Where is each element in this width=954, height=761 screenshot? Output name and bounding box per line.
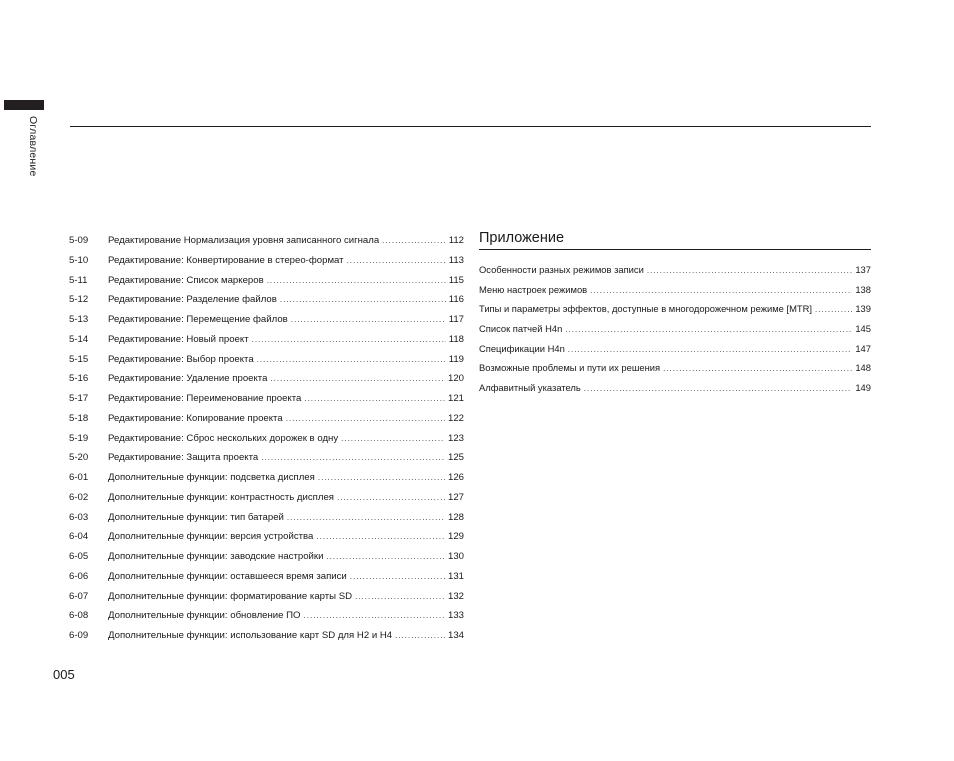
toc-entry[interactable] (69, 547, 464, 567)
toc-entry[interactable] (479, 299, 871, 319)
toc-entry-title: Дополнительные функции: заводские настройки (108, 551, 324, 562)
toc-entry[interactable] (69, 271, 464, 291)
toc-entry-number: 6-08 (69, 610, 89, 622)
toc-entry[interactable] (479, 319, 871, 339)
toc-entry[interactable] (69, 350, 464, 370)
toc-entry[interactable] (69, 369, 464, 389)
toc-entry-title: Типы и параметры эффектов, доступные в многодорожечном режиме [MTR] (479, 303, 812, 315)
toc-entry-page: 112 (448, 235, 464, 246)
toc-entry-title: Дополнительные функции: контрастность дисплея (108, 491, 334, 503)
toc-entry-number: 5-10 (69, 254, 89, 266)
toc-entry-title: Редактирование: Новый проект (108, 333, 249, 345)
toc-entry-page: 139 (855, 303, 871, 315)
toc-entry-number: 5-12 (69, 294, 89, 306)
toc-entry[interactable] (479, 378, 871, 398)
dot-leader (337, 488, 445, 508)
top-divider (70, 126, 871, 127)
toc-left-column (69, 231, 464, 646)
toc-entry-page: 121 (447, 393, 464, 404)
dot-leader (316, 527, 445, 547)
toc-entry-page: 138 (855, 283, 871, 295)
toc-entry-page: 128 (447, 511, 464, 523)
dot-leader (663, 359, 852, 379)
toc-entry[interactable] (69, 330, 464, 350)
dot-leader (395, 626, 445, 646)
toc-entry-title: Редактирование: Удаление проекта (108, 373, 268, 385)
toc-entry[interactable] (69, 527, 464, 547)
dot-leader (291, 310, 446, 330)
toc-entry-number: 6-02 (69, 491, 89, 503)
toc-entry-page: 149 (855, 382, 871, 394)
toc-entry-page: 118 (448, 333, 464, 345)
toc-entry[interactable] (69, 606, 464, 626)
toc-entry-number: 5-17 (69, 393, 89, 404)
toc-entry-title: Редактирование: Защита проекта (108, 452, 259, 464)
dot-leader (304, 389, 445, 409)
toc-entry-page: 116 (448, 294, 464, 306)
toc-entry-page: 145 (855, 323, 871, 335)
dot-leader (261, 448, 445, 468)
toc-entry-number: 5-19 (69, 432, 89, 444)
toc-entry-number: 5-15 (69, 353, 89, 365)
toc-entry-page: 122 (447, 412, 464, 424)
toc-entry-title: Дополнительные функции: обновление ПО (108, 610, 301, 622)
toc-entry-number: 5-16 (69, 373, 89, 385)
dot-leader (815, 300, 852, 320)
toc-entry-number: 5-20 (69, 452, 89, 464)
toc-entry-title: Возможные проблемы и пути их решения (479, 362, 661, 374)
toc-entry-number: 5-13 (69, 314, 89, 325)
dot-leader (565, 320, 852, 340)
toc-entry[interactable] (69, 626, 464, 646)
toc-entry-title: Особенности разных режимов записи (479, 264, 644, 275)
dot-leader (341, 429, 445, 449)
toc-entry[interactable] (69, 508, 464, 528)
appendix-section (479, 228, 871, 398)
toc-entry-page: 119 (448, 353, 464, 365)
section-side-label: Оглавление (27, 116, 39, 177)
toc-entry-page: 131 (447, 570, 464, 582)
toc-entry-title: Алфавитный указатель (479, 382, 581, 394)
toc-entry-title: Меню настроек режимов (479, 283, 588, 295)
dot-leader (647, 261, 853, 281)
dot-leader (267, 271, 446, 291)
toc-entry-page: 133 (447, 610, 464, 622)
toc-entry-title: Редактирование: Разделение файлов (108, 294, 277, 306)
toc-entry-page: 130 (447, 551, 464, 562)
toc-entry-page: 117 (448, 314, 464, 325)
toc-entry[interactable] (69, 310, 464, 330)
toc-entry-page: 137 (855, 264, 871, 275)
dot-leader (568, 340, 853, 360)
toc-entry-page: 132 (447, 590, 464, 602)
toc-entry-number: 6-06 (69, 570, 89, 582)
dot-leader (382, 231, 446, 251)
dot-leader (270, 369, 445, 389)
toc-entry-title: Дополнительные функции: использование карт SD для H2 и H4 (108, 630, 393, 641)
section-tab-marker (4, 100, 44, 110)
dot-leader (280, 290, 446, 310)
dot-leader (350, 567, 445, 587)
toc-entry[interactable] (479, 280, 871, 300)
toc-entry-number: 5-18 (69, 412, 89, 424)
dot-leader (252, 330, 446, 350)
toc-entry[interactable] (479, 339, 871, 359)
toc-entry-page: 134 (447, 630, 464, 641)
appendix-heading: Приложение (479, 228, 871, 250)
page-number: 005 (53, 667, 75, 682)
toc-entry-title: Дополнительные функции: версия устройства (108, 531, 314, 543)
dot-leader (286, 409, 445, 429)
toc-entry-number: 6-03 (69, 511, 89, 523)
toc-entry-page: 125 (447, 452, 464, 464)
toc-entry-page: 126 (447, 472, 464, 483)
toc-entry[interactable] (69, 488, 464, 508)
toc-entry-title: Редактирование: Конвертирование в стерео-формат (108, 254, 344, 266)
toc-entry-page: 147 (855, 342, 871, 354)
dot-leader (584, 379, 853, 399)
toc-entry-title: Редактирование: Копирование проекта (108, 412, 283, 424)
toc-entry-number: 6-04 (69, 531, 89, 543)
toc-entry-number: 5-09 (69, 235, 89, 246)
toc-entry-title: Редактирование: Список маркеров (108, 274, 264, 286)
dot-leader (304, 606, 445, 626)
toc-entry-number: 6-09 (69, 630, 89, 641)
toc-entry[interactable] (69, 429, 464, 449)
toc-entry[interactable] (69, 468, 464, 488)
toc-entry-number: 6-07 (69, 590, 89, 602)
toc-entry-title: Редактирование: Выбор проекта (108, 353, 254, 365)
toc-entry[interactable] (69, 290, 464, 310)
toc-entry[interactable] (69, 389, 464, 409)
toc-entry[interactable] (69, 409, 464, 429)
toc-entry-title: Дополнительные функции: форматирование карты SD (108, 590, 353, 602)
dot-leader (347, 251, 446, 271)
toc-entry-page: 127 (447, 491, 464, 503)
toc-entry[interactable] (479, 358, 871, 378)
toc-entry[interactable] (69, 231, 464, 251)
toc-entry[interactable] (479, 260, 871, 280)
dot-leader (318, 468, 445, 488)
dot-leader (590, 281, 852, 301)
toc-entry-title: Редактирование: Сброс нескольких дорожек в одну (108, 432, 339, 444)
toc-entry-title: Список патчей H4n (479, 323, 563, 335)
toc-entry-title: Дополнительные функции: подсветка дисплея (108, 472, 315, 483)
dot-leader (355, 587, 445, 607)
toc-entry-title: Дополнительные функции: оставшееся время записи (108, 570, 347, 582)
toc-entry[interactable] (69, 587, 464, 607)
toc-entry-page: 115 (448, 274, 464, 286)
toc-entry-title: Редактирование: Перемещение файлов (108, 314, 288, 325)
toc-entry-page: 120 (447, 373, 464, 385)
toc-entry-page: 148 (855, 362, 871, 374)
dot-leader (287, 508, 445, 528)
toc-entry-page: 113 (448, 254, 464, 266)
dot-leader (257, 350, 446, 370)
toc-entry-number: 6-05 (69, 551, 89, 562)
toc-entry-number: 5-11 (69, 274, 88, 286)
dot-leader (326, 547, 445, 567)
toc-entry-page: 129 (447, 531, 464, 543)
toc-entry-number: 5-14 (69, 333, 89, 345)
toc-entry-title: Редактирование: Переименование проекта (108, 393, 302, 404)
toc-entry[interactable] (69, 567, 464, 587)
toc-entry-number: 6-01 (69, 472, 89, 483)
toc-entry-title: Дополнительные функции: тип батарей (108, 511, 284, 523)
toc-entry-title: Редактирование Нормализация уровня записанного сигнала (108, 235, 380, 246)
toc-entry[interactable] (69, 251, 464, 271)
toc-entry-page: 123 (447, 432, 464, 444)
toc-entry[interactable] (69, 448, 464, 468)
appendix-list (479, 260, 871, 398)
toc-entry-title: Спецификации H4n (479, 342, 565, 354)
